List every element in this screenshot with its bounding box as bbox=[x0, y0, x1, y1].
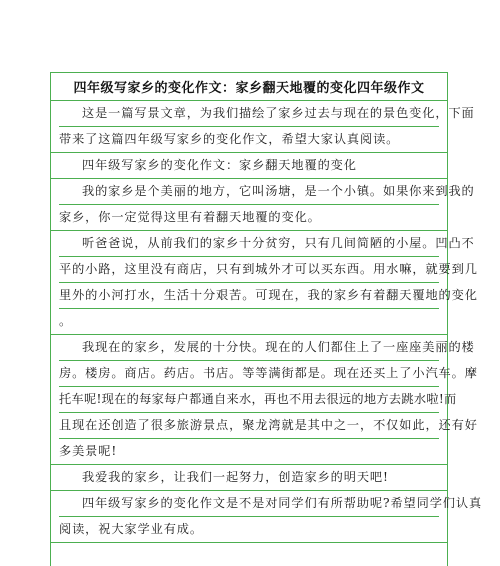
paragraph-line: 四年级写家乡的变化作文是不是对同学们有所帮助呢?希望同学们认真 bbox=[59, 491, 439, 517]
paragraph-line: 房。楼房。商店。药店。书店。等等满街都是。现在还买上了小汽车。摩 bbox=[59, 361, 439, 387]
paragraph-line: 四年级写家乡的变化作文：家乡翻天地覆的变化 bbox=[82, 158, 357, 172]
paragraph-line: 我的家乡是个美丽的地方，它叫汤塘，是一个小镇。如果你来到我的 bbox=[59, 179, 439, 205]
paragraph-subtitle bbox=[51, 153, 447, 179]
paragraph-line: 阅读，祝大家学业有成。 bbox=[59, 522, 203, 536]
paragraph-love bbox=[51, 465, 447, 491]
article-sheet bbox=[50, 72, 483, 566]
paragraph-present bbox=[51, 335, 478, 465]
paragraph-intro bbox=[51, 101, 475, 153]
paragraph-closing bbox=[51, 491, 483, 543]
paragraph-line: 里外的小河打水，生活十分艰苦。可现在，我的家乡有着翻天覆地的变化 bbox=[59, 283, 439, 309]
paragraph-line: 多美景呢! bbox=[59, 444, 118, 458]
article-title: 四年级写家乡的变化作文：家乡翻天地覆的变化四年级作文 bbox=[51, 73, 447, 101]
paragraph-past bbox=[51, 231, 478, 335]
paragraph-line: 带来了这篇四年级写家乡的变化作文，希望大家认真阅读。 bbox=[59, 132, 400, 146]
paragraph-line: 家乡，你一定觉得这里有着翻天地覆的变化。 bbox=[59, 210, 321, 224]
paragraph-line: 托车呢!现在的每家每户都通自来水，再也不用去很远的地方去跳水啦!而 bbox=[59, 387, 439, 413]
paragraph-line: 听爸爸说，从前我们的家乡十分贫穷，只有几间简陋的小屋。凹凸不 bbox=[59, 231, 439, 257]
paragraph-line: 我现在的家乡，发展的十分快。现在的人们都住上了一座座美丽的楼 bbox=[59, 335, 439, 361]
paragraph-hometown bbox=[51, 179, 475, 231]
paragraph-line: 且现在还创造了很多旅游景点，聚龙湾就是其中之一，不仅如此，还有好 bbox=[59, 413, 439, 439]
paragraph-line: 平的小路，这里没有商店，只有到城外才可以买东西。用水嘛，就要到几 bbox=[59, 257, 439, 283]
paragraph-line: 我爱我的家乡，让我们一起努力，创造家乡的明天吧! bbox=[82, 470, 389, 484]
paragraph-line: 这是一篇写景文章，为我们描绘了家乡过去与现在的景色变化，下面 bbox=[59, 101, 439, 127]
paragraph-line: 。 bbox=[59, 314, 73, 328]
